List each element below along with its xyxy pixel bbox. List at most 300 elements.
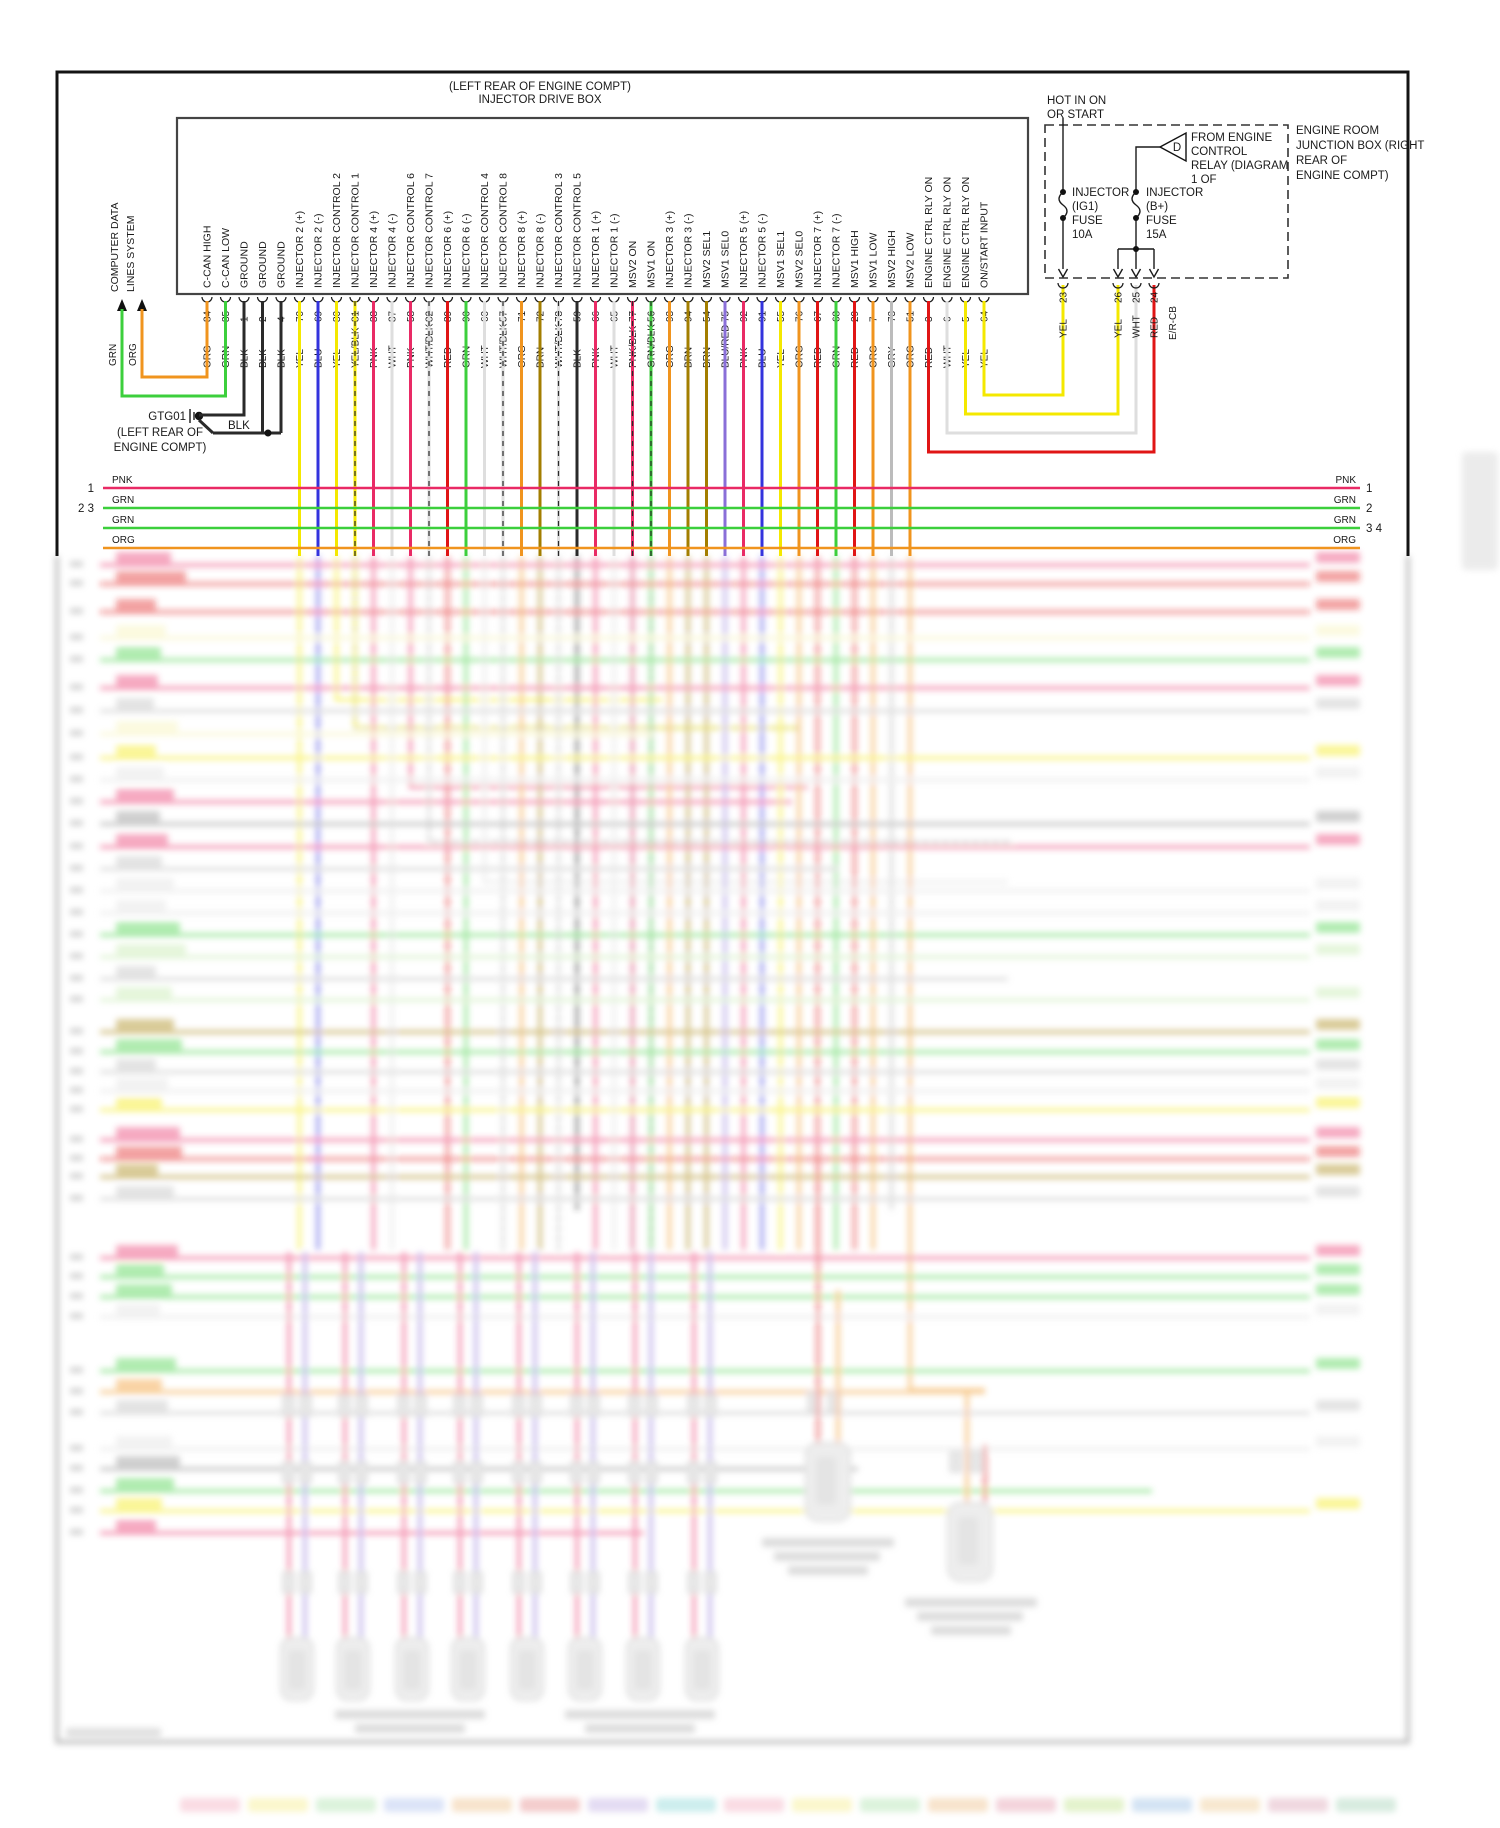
drive-box-pin: [331, 173, 343, 556]
blurred-wire-label: [116, 1304, 160, 1315]
drive-box-title: INJECTOR DRIVE BOX: [478, 94, 602, 106]
connector-splice-block: [415, 1395, 426, 1416]
drive-box-pin: [276, 241, 288, 433]
blurred-wire-label: [116, 1039, 182, 1050]
drive-box-pin: [738, 211, 750, 556]
pin-number: 66: [591, 310, 602, 322]
drive-box-pin: [368, 211, 380, 556]
connector-splice-block: [530, 1395, 541, 1416]
pin-function-label: INJECTOR CONTROL 7: [423, 173, 436, 288]
connector-splice-block: [283, 1395, 294, 1416]
row-color-right: PNK: [1335, 475, 1356, 486]
blurred-wire-label-right: [1316, 571, 1360, 582]
relay-note-line4: 1 OF: [1191, 174, 1217, 186]
blurred-row-tick: [70, 656, 83, 662]
computer-data-label-line1: COMPUTER DATA: [109, 202, 121, 292]
row-number-left: 1: [87, 483, 94, 495]
blurred-wire-label: [116, 944, 186, 955]
blurred-caption: [355, 1724, 465, 1733]
blurred-wire-label: [116, 1358, 176, 1369]
drive-box-pin: [683, 214, 695, 556]
pin-function-label: ON/START INPUT: [978, 201, 991, 288]
blurred-row-tick: [70, 1028, 83, 1034]
drive-box-title-location: (LEFT REAR OF ENGINE COMPT): [449, 81, 631, 93]
blurred-footer-band: [384, 1798, 444, 1812]
blurred-wire-label-right: [1316, 1264, 1360, 1275]
row-color-right: ORG: [1333, 535, 1356, 546]
connector-splice-block: [530, 1462, 541, 1483]
ground-location-line1: (LEFT REAR OF: [116, 427, 204, 439]
blurred-caption: [762, 1538, 894, 1547]
blurred-row-tick: [70, 707, 83, 713]
blurred-wire-label: [116, 1059, 156, 1070]
wire-color-label: WHT/BLK: [554, 323, 565, 368]
injector-connector-inner: [634, 1650, 652, 1690]
blurred-row-tick: [70, 634, 83, 640]
blurred-wire-label: [116, 767, 164, 778]
drive-box-pin: [405, 173, 417, 556]
pin-number: 23: [1058, 291, 1070, 303]
blurred-row-tick: [70, 1195, 83, 1201]
blurred-caption: [905, 1598, 1037, 1607]
blurred-row-tick: [70, 931, 83, 937]
pin-number: 58: [406, 310, 417, 322]
connector-splice-block: [571, 1395, 582, 1416]
row-color-left: PNK: [112, 475, 133, 486]
connector-splice-block: [513, 1572, 524, 1593]
pin-number: 80: [332, 310, 343, 322]
blurred-wire-label-right: [1316, 1146, 1360, 1157]
wire-color-label: BRN: [683, 346, 695, 368]
drive-box-pin: [387, 214, 399, 556]
connector-splice-block: [398, 1395, 409, 1416]
blurred-row-tick: [70, 953, 83, 959]
pin-number: 3: [924, 316, 935, 322]
pin-number: 90: [461, 310, 473, 322]
row-number-right: 1: [1366, 483, 1373, 495]
blurred-wire-label: [116, 625, 166, 636]
connector-splice-block: [513, 1395, 524, 1416]
connector-splice-block: [471, 1395, 482, 1416]
injector-connector-inner: [459, 1650, 477, 1690]
blurred-caption: [335, 1710, 485, 1719]
connector-splice-block: [454, 1395, 465, 1416]
wire-color-label: BLK: [572, 349, 584, 368]
blurred-wire-label: [116, 856, 162, 867]
wire-color-label: GRN: [461, 345, 473, 368]
blurred-wire-label: [116, 1186, 174, 1197]
pin-number: 92: [739, 310, 750, 322]
pin-wire: [142, 301, 207, 377]
blurred-wire-label: [116, 987, 172, 998]
blurred-pin-wire: [411, 556, 809, 787]
wire-color-label: PNK: [591, 347, 602, 368]
fuse2-amp: 15A: [1146, 229, 1167, 241]
pin-number: 68: [831, 310, 843, 322]
connector-splice-block: [588, 1462, 599, 1483]
pin-number: 1: [239, 316, 251, 322]
fuse-dot: [1060, 215, 1066, 221]
connector-splice-block: [471, 1572, 482, 1593]
connector-splice-block: [646, 1395, 657, 1416]
blurred-row-tick: [70, 975, 83, 981]
pin-function-label: INJECTOR 5 (+): [738, 210, 750, 288]
injector-connector-inner: [693, 1650, 711, 1690]
blurred-wire-label: [116, 1097, 162, 1108]
blurred-row-tick: [70, 1445, 83, 1451]
drive-box-pin: [442, 211, 454, 556]
blurred-wire-label: [116, 1520, 156, 1531]
drive-box-pin: [757, 214, 769, 556]
wire-color-label: GRN/BLK: [646, 324, 658, 368]
wire-color-label: WHT/BLK: [498, 323, 510, 368]
blurred-row-tick: [70, 754, 83, 760]
pin-number: 72: [535, 310, 547, 322]
connector-splice-block: [339, 1572, 350, 1593]
blurred-wire-label: [116, 1164, 158, 1175]
wire-color-label: YEL: [776, 349, 787, 368]
blurred-caption: [66, 1728, 161, 1737]
pin-function-label: INJECTOR 2 (+): [294, 210, 306, 288]
connector-splice-block: [629, 1462, 640, 1483]
blurred-caption: [565, 1710, 715, 1719]
blurred-wire-label-right: [1316, 900, 1360, 911]
fuse1-amp: 10A: [1072, 229, 1093, 241]
blurred-row-tick: [70, 1068, 83, 1074]
fuse1-sub: (IG1): [1072, 201, 1099, 213]
ground-terminal-icon: [190, 409, 194, 423]
hot-label-line2: OR START: [1047, 109, 1105, 121]
blurred-row-tick: [70, 1048, 83, 1054]
blurred-wire-label-right: [1316, 1039, 1360, 1050]
pin-function-label: MSV1 ON: [645, 240, 658, 288]
pin-function-label: C-CAN HIGH: [201, 225, 214, 288]
connector-splice-block: [629, 1395, 640, 1416]
connector-splice-block: [705, 1462, 716, 1483]
msv-component-inner: [958, 1517, 978, 1565]
blurred-caption: [931, 1626, 1011, 1635]
harness-row: [103, 535, 1360, 548]
generated-wiring: [78, 173, 1383, 556]
wire-color-label: ORG: [905, 345, 917, 368]
blurred-row-tick: [70, 1409, 83, 1415]
pin-number: 26: [1113, 291, 1125, 303]
pin-function-label: INJECTOR 4 (+): [368, 210, 380, 288]
connector-splice-block: [513, 1462, 524, 1483]
pin-number: 51: [905, 310, 917, 322]
splice-dot: [1133, 246, 1139, 252]
wire-color-label: BLU: [313, 348, 325, 368]
blurred-wire-label: [116, 552, 171, 563]
pin-function-label: INJECTOR CONTROL 2: [331, 173, 343, 288]
pin-function-label: MSV2 SEL1: [701, 230, 713, 288]
connector-splice-block: [283, 1462, 294, 1483]
blurred-footer-band: [316, 1798, 376, 1812]
connector-splice-block: [646, 1572, 657, 1593]
pin-function-label: MSV1 SEL1: [775, 230, 787, 288]
pin-number: 76: [794, 310, 806, 322]
pin-number: 82: [424, 310, 436, 322]
pin-number: 7: [868, 316, 880, 322]
junction-box-label-line2: JUNCTION BOX (RIGHT: [1296, 140, 1425, 152]
blurred-wire-label: [116, 1146, 182, 1157]
blurred-row-tick: [70, 798, 83, 804]
blurred-row-tick: [70, 1254, 83, 1260]
harness-row: [88, 475, 1373, 495]
injector-connector-inner: [576, 1650, 594, 1690]
blurred-row-tick: [70, 1173, 83, 1179]
fuse2-name: INJECTOR: [1146, 187, 1204, 199]
blurred-wire-label: [116, 571, 186, 582]
pin-function-label: GROUND: [275, 241, 288, 288]
blurred-wire-label: [116, 1078, 168, 1089]
blurred-wire-label: [116, 922, 180, 933]
blurred-wire-label-right: [1316, 1078, 1360, 1089]
blurred-row-tick: [70, 887, 83, 893]
blurred-row-tick: [70, 843, 83, 849]
connector-splice-block: [571, 1462, 582, 1483]
pin-function-label: ENGINE CTRL RLY ON: [960, 176, 972, 288]
connector-splice-block: [530, 1572, 541, 1593]
blurred-wire-label-right: [1316, 922, 1360, 933]
fuse-dot: [1133, 215, 1139, 221]
blurred-caption: [917, 1612, 1023, 1621]
pin-function-label: INJECTOR 6 (-): [460, 213, 473, 288]
blurred-footer-band: [1064, 1798, 1124, 1812]
connector-splice-block: [300, 1395, 311, 1416]
blurred-wire-label: [116, 1498, 162, 1509]
blurred-row-tick: [70, 1106, 83, 1112]
pin-number: 59: [572, 310, 584, 322]
blurred-wire-label: [116, 1478, 174, 1489]
connector-splice-block: [415, 1462, 426, 1483]
blurred-wire-label-right: [1316, 1358, 1360, 1369]
hot-label-line1: HOT IN ON: [1047, 95, 1107, 107]
wire-color-label: YEL: [961, 349, 972, 368]
connector-splice-block: [454, 1572, 465, 1593]
blurred-wire-label-right: [1316, 1164, 1360, 1175]
can-wire-color-right: ORG: [128, 343, 139, 366]
splice-dot: [265, 430, 272, 437]
blurred-wire-label-right: [1316, 1019, 1360, 1030]
drive-box-pin: [812, 211, 824, 556]
wire-color-label: WHT: [1131, 315, 1143, 338]
drive-box-pin: [979, 201, 1064, 395]
ground-id: GTG01: [148, 411, 186, 423]
wire-color-label: YEL: [979, 349, 991, 368]
row-number-right: 3 4: [1366, 523, 1382, 535]
pin-function-label: MSV2 ON: [627, 240, 639, 288]
pin-number: 57: [498, 310, 510, 322]
drive-box-pin: [479, 173, 491, 556]
blurred-wire-label-right: [1316, 878, 1360, 889]
connector-splice-block: [356, 1572, 367, 1593]
pin-number: 6: [942, 316, 954, 322]
connector-splice-block: [705, 1395, 716, 1416]
connector-splice-block: [398, 1462, 409, 1483]
pin-function-label: INJECTOR 7 (-): [830, 213, 843, 288]
blurred-wire-label: [116, 900, 166, 911]
blurred-row-tick: [70, 1388, 83, 1394]
injector-connector-inner: [344, 1650, 362, 1690]
wire-color-label: BRN: [702, 346, 713, 368]
blurred-wire-label-right: [1316, 1127, 1360, 1138]
blurred-wire-label-right: [1316, 698, 1360, 709]
drive-box-pin: [572, 173, 584, 556]
blurred-row-tick: [70, 909, 83, 915]
drive-box-pin: [609, 214, 621, 556]
pin-number: 75: [720, 310, 732, 322]
wire-color-label: YEL: [1058, 319, 1070, 338]
blurred-row-tick: [70, 1465, 83, 1471]
pin-number: 60: [480, 310, 491, 322]
drive-box-pin: [294, 211, 306, 556]
blurred-footer-band: [452, 1798, 512, 1812]
blurred-pin-wire: [910, 556, 985, 1390]
pin-function-label: INJECTOR 1 (+): [590, 210, 602, 288]
connector-splice-block: [588, 1572, 599, 1593]
blurred-wire-label-right: [1316, 1059, 1360, 1070]
pin-function-label: ENGINE CTRL RLY ON: [923, 176, 935, 288]
blurred-smudge: [1462, 452, 1498, 570]
connector-splice-block: [950, 1452, 962, 1472]
blurred-wire-label-right: [1316, 834, 1360, 845]
blurred-row-tick: [70, 608, 83, 614]
connector-splice-block: [454, 1462, 465, 1483]
blurred-wire-label: [116, 1245, 178, 1256]
pin-function-label: INJECTOR 8 (+): [516, 210, 528, 288]
blurred-row-tick: [70, 1367, 83, 1373]
blurred-row-tick: [70, 1293, 83, 1299]
pin-function-label: INJECTOR 3 (-): [682, 213, 695, 288]
pin-number: 69: [313, 310, 325, 322]
wire-color-label: BRN: [535, 346, 547, 368]
blurred-wire-label: [116, 789, 174, 800]
can-wire-color-left: GRN: [108, 343, 119, 366]
pin-number: 78: [554, 310, 565, 322]
wire-color-label: WHT: [609, 345, 621, 368]
wire-color-label: GRY: [887, 346, 898, 368]
blurred-row-tick: [70, 865, 83, 871]
blurred-footer-band: [928, 1798, 988, 1812]
blurred-caption: [788, 1566, 868, 1575]
pin-number: 81: [350, 310, 362, 322]
blurred-row-tick: [70, 1487, 83, 1493]
pin-number: 71: [517, 310, 528, 322]
pin-function-label: MSV2 HIGH: [886, 230, 898, 288]
wire-color-label: WHT: [942, 345, 954, 368]
blurred-row-tick: [70, 561, 83, 567]
blurred-wire-label-right: [1316, 647, 1360, 658]
blurred-wire-label-right: [1316, 745, 1360, 756]
blurred-wire-label: [116, 675, 158, 686]
fuse2-sub: (B+): [1146, 201, 1169, 213]
fuse2-label: FUSE: [1146, 215, 1177, 227]
connector-splice-block: [688, 1462, 699, 1483]
pin-number: 88: [369, 310, 380, 322]
junction-box-label-line1: ENGINE ROOM: [1296, 125, 1380, 137]
wire-color-label: RED: [813, 346, 824, 368]
pin-function-label: INJECTOR 5 (-): [756, 213, 769, 288]
blurred-footer-band: [860, 1798, 920, 1812]
connector-splice-block: [471, 1462, 482, 1483]
pin-wire: [984, 285, 1063, 395]
fuse1-label: FUSE: [1072, 215, 1103, 227]
blurred-wire-label: [116, 1456, 180, 1467]
junction-box-label-line3: REAR OF: [1296, 155, 1348, 167]
blurred-row-tick: [70, 1087, 83, 1093]
blurred-wire-label: [116, 1019, 174, 1030]
pin-number: 5: [961, 316, 972, 322]
wire-color-label: WHT: [480, 345, 491, 368]
connector-splice-block: [629, 1572, 640, 1593]
pin-function-label: MSV1 LOW: [867, 232, 880, 288]
pin-number: 67: [813, 310, 824, 322]
blurred-row-tick: [70, 1273, 83, 1279]
row-color-left: ORG: [112, 535, 135, 546]
blurred-wire-label-right: [1316, 1097, 1360, 1108]
wire-color-label: BLK: [258, 349, 269, 368]
blurred-wire-label: [116, 811, 160, 822]
blurred-wiring-region: [57, 452, 1498, 1812]
drive-box-pin: [313, 214, 325, 556]
blurred-footer-band: [180, 1798, 240, 1812]
pin-function-label: INJECTOR 3 (+): [664, 210, 676, 288]
pin-function-label: MSV2 SEL0: [793, 230, 806, 288]
blurred-row-tick: [70, 1136, 83, 1142]
pin-function-label: INJECTOR 8 (-): [534, 213, 547, 288]
blurred-footer-band: [1336, 1798, 1396, 1812]
pin-number: 56: [646, 310, 658, 322]
blurred-wire-label-right: [1316, 944, 1360, 955]
wire-color-label: YEL: [332, 349, 343, 368]
wire-color-label: WHT: [387, 345, 399, 368]
blurred-wire-label: [116, 1284, 172, 1295]
blurred-wire-label: [116, 647, 161, 658]
pin-number: 55: [776, 310, 787, 322]
wire-color-label: ORG: [202, 345, 214, 368]
pin-wire: [947, 285, 1136, 433]
wire-color-label: PNK/BLK: [628, 325, 639, 368]
pin-number: 65: [609, 310, 621, 322]
connector-splice-block: [688, 1395, 699, 1416]
pin-number: 85: [221, 310, 232, 322]
drive-box-pin: [461, 214, 473, 556]
pin-number: 70: [295, 310, 306, 322]
row-color-right: GRN: [1333, 515, 1356, 526]
wire-color-label: BLK: [276, 349, 288, 368]
pin-function-label: GROUND: [238, 241, 251, 288]
pin-number: 2: [258, 316, 269, 322]
blurred-footer-band: [1268, 1798, 1328, 1812]
pin-number: 64: [979, 310, 991, 322]
ground-wire-color: BLK: [228, 420, 250, 432]
blurred-wire-label-right: [1316, 811, 1360, 822]
blurred-wire-label-right: [1316, 767, 1360, 778]
blurred-wire-label-right: [1316, 675, 1360, 686]
blurred-footer-band: [1200, 1798, 1260, 1812]
blurred-row-tick: [70, 684, 83, 690]
drive-box-pin: [424, 173, 436, 556]
msv-component-inner: [816, 1457, 836, 1505]
pin-function-label: MSV1 SEL0: [719, 230, 732, 288]
ground-location-line2: ENGINE COMPT): [113, 442, 207, 454]
blurred-wire-label-right: [1316, 1284, 1360, 1295]
blurred-wire-label: [116, 721, 178, 732]
blurred-footer-band: [1132, 1798, 1192, 1812]
pin-function-label: INJECTOR CONTROL 4: [479, 173, 491, 288]
row-number-right: 2: [1366, 503, 1373, 515]
